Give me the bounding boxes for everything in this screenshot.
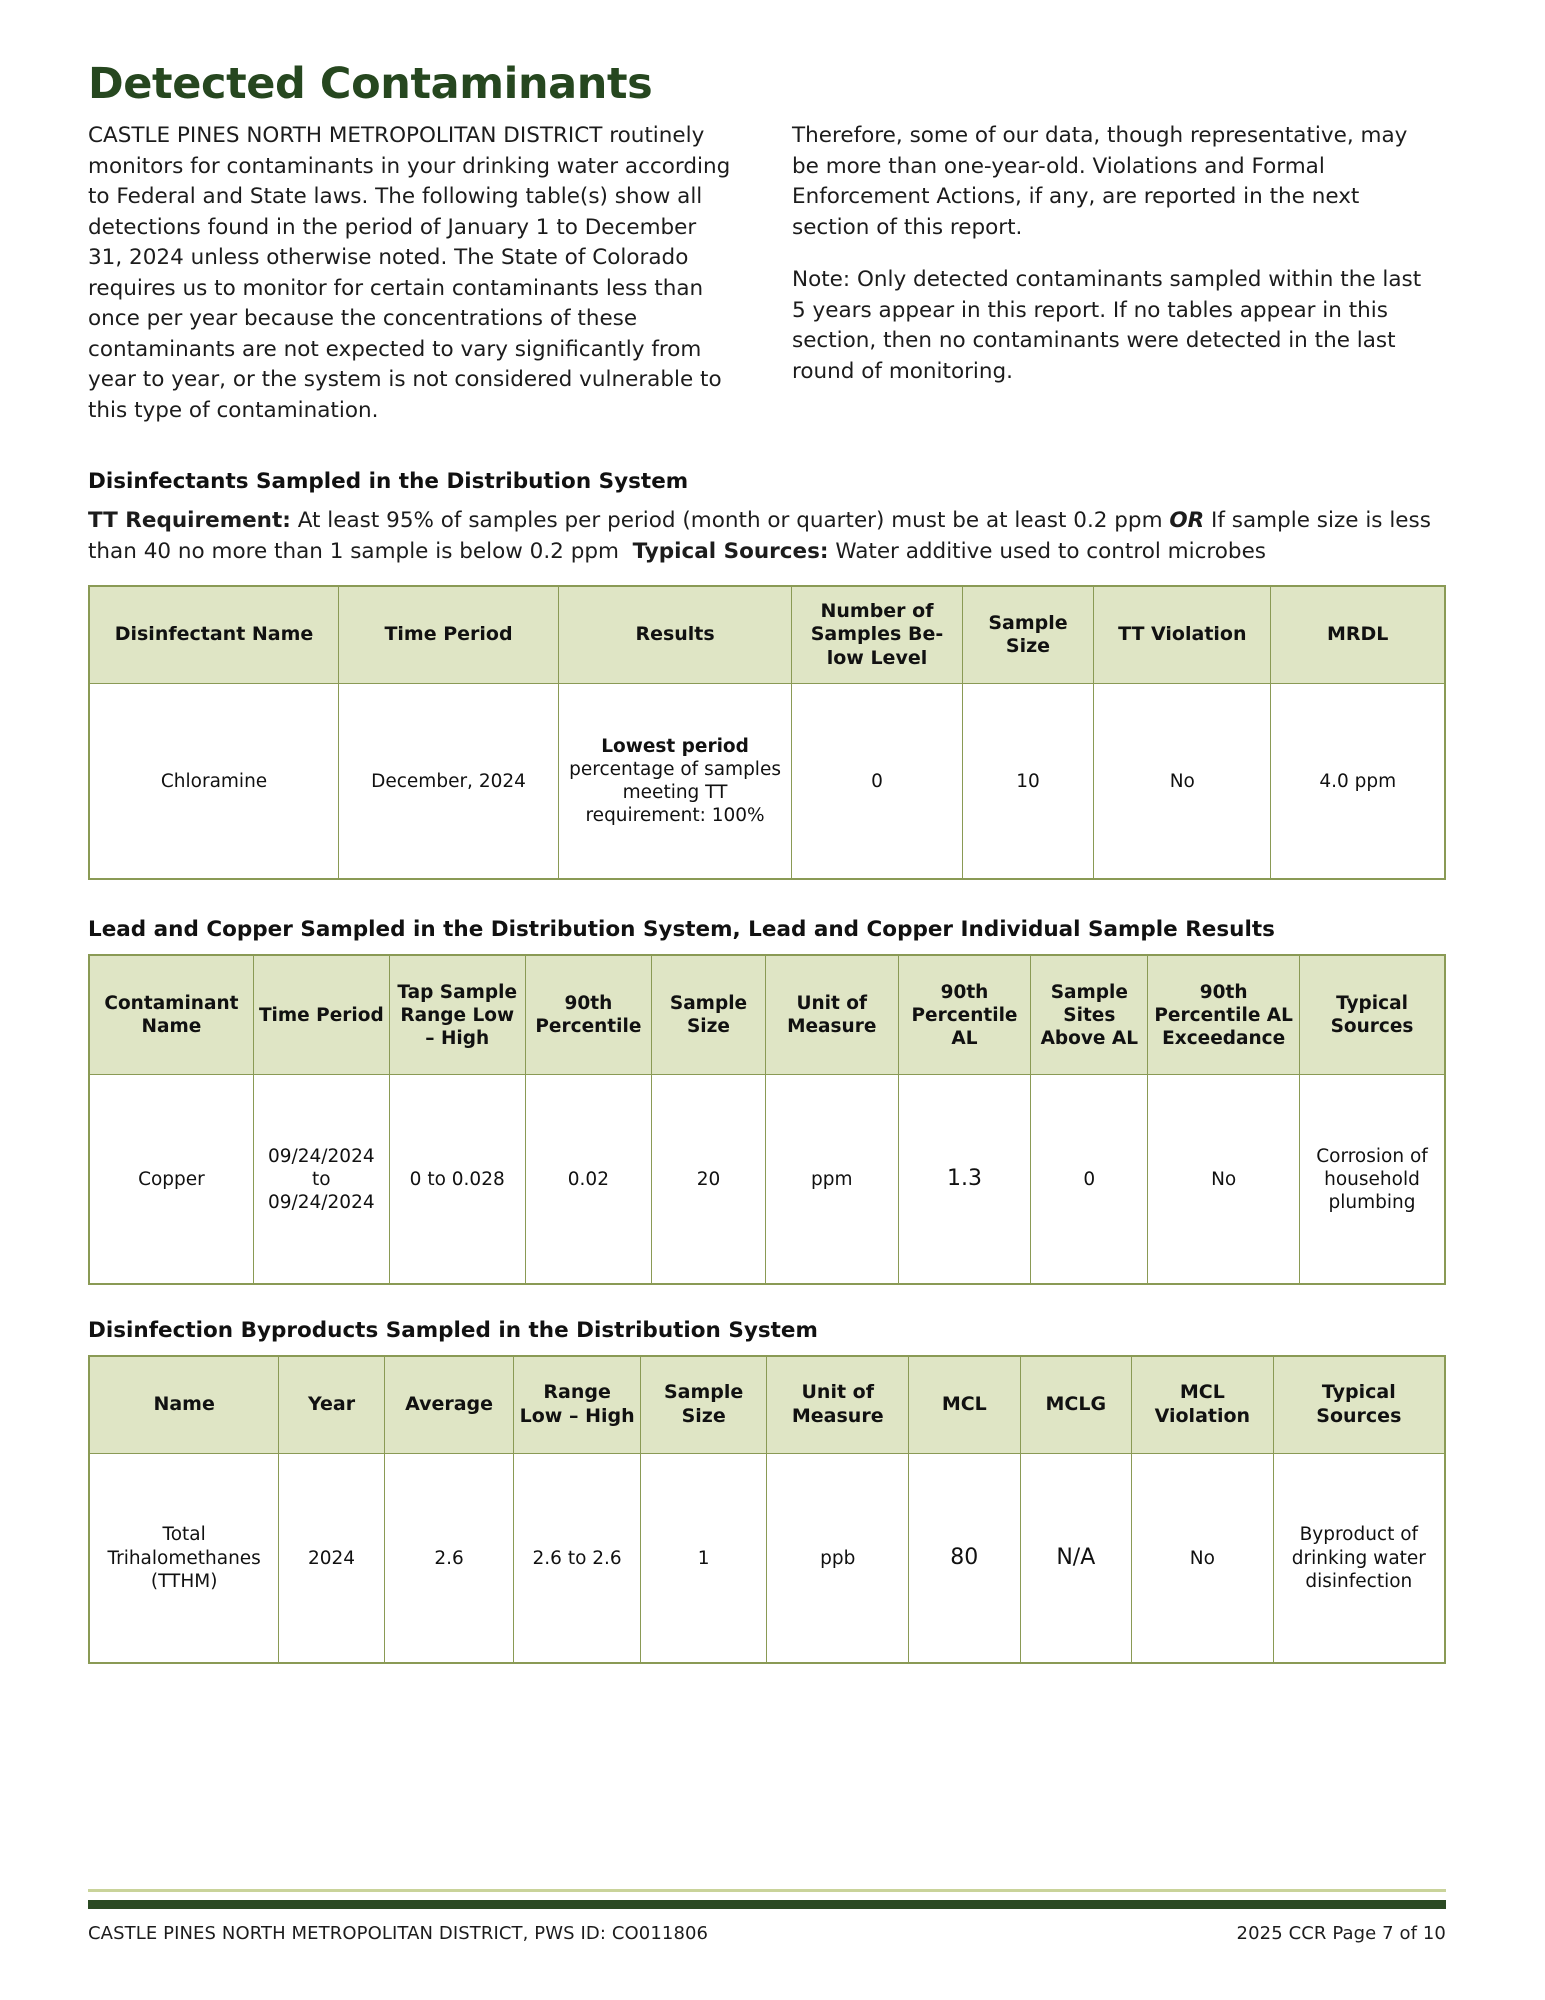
page-content xyxy=(88,59,1446,1664)
column-header-year: Year xyxy=(279,1356,384,1454)
disinfectants-table xyxy=(88,585,1446,880)
intro-paragraph-right-2: Note: Only detected contaminants sampled within the last 5 years appear in this report. If no tables appear in this section, then no contaminants were detected in the last round of monitoring. xyxy=(792,267,1422,384)
column-header-sample-sites-above-al: Sample Sites Above AL xyxy=(1031,955,1148,1075)
cell-unit-of-measure: ppm xyxy=(765,1075,898,1285)
column-header-name: Name xyxy=(89,1356,279,1454)
tt-requirement-label: TT Requirement: xyxy=(88,508,291,534)
intro-right-column xyxy=(792,121,1440,426)
cell-disinfectant-name: Chloramine xyxy=(89,684,339,880)
cell-90th-percentile: 0.02 xyxy=(525,1075,651,1285)
tt-requirement-text-1: At least 95% of samples per period (month or quarter) must be at least 0.2 ppm xyxy=(290,508,1170,534)
cell-results xyxy=(559,684,792,880)
page-footer xyxy=(88,1923,1446,1944)
column-header-typical-sources: Typical Sources xyxy=(1300,955,1445,1075)
typical-sources-label: Typical Sources: xyxy=(632,538,829,564)
cell-contaminant-name: Copper xyxy=(89,1075,253,1285)
intro-left-column xyxy=(88,121,736,426)
intro-columns xyxy=(88,121,1446,426)
column-header-range: Range Low – High xyxy=(514,1356,641,1454)
tt-requirement-text-2: If sample size is less than 40 no more than 1 sample is below 0.2 ppm xyxy=(88,508,1431,564)
column-header-mrdl: MRDL xyxy=(1271,586,1445,684)
column-header-mcl: MCL xyxy=(909,1356,1021,1454)
section-disinfectants xyxy=(88,468,1446,880)
cell-average: 2.6 xyxy=(384,1454,514,1664)
column-header-sample-size: Sample Size xyxy=(640,1356,767,1454)
table-header-row xyxy=(89,586,1445,684)
column-header-tap-sample-range: Tap Sample Range Low – High xyxy=(389,955,525,1075)
cell-mcl-violation: No xyxy=(1132,1454,1274,1664)
column-header-disinfectant-name: Disinfectant Name xyxy=(89,586,339,684)
cell-sample-size: 1 xyxy=(640,1454,767,1664)
typical-sources-text: Water additive used to control microbes xyxy=(828,538,1267,564)
footer-right-text: 2025 CCR Page 7 of 10 xyxy=(1236,1923,1446,1944)
column-header-unit-of-measure: Unit of Measure xyxy=(765,955,898,1075)
table-row xyxy=(89,1075,1445,1285)
disinfectants-note xyxy=(88,506,1446,567)
table-row xyxy=(89,684,1445,880)
cell-sample-size: 10 xyxy=(962,684,1093,880)
column-header-sample-size: Sample Size xyxy=(652,955,766,1075)
cell-range: 2.6 to 2.6 xyxy=(514,1454,641,1664)
column-header-average: Average xyxy=(384,1356,514,1454)
cell-time-period: December, 2024 xyxy=(339,684,559,880)
section-lead-copper xyxy=(88,916,1446,1285)
column-header-time-period: Time Period xyxy=(253,955,389,1075)
column-header-mclg: MCLG xyxy=(1020,1356,1132,1454)
cell-sample-sites-above-al: 0 xyxy=(1031,1075,1148,1285)
cell-mcl: 80 xyxy=(909,1454,1021,1664)
cell-tap-sample-range: 0 to 0.028 xyxy=(389,1075,525,1285)
lead-copper-table xyxy=(88,954,1446,1285)
page-title: Detected Contaminants xyxy=(88,59,653,109)
footer-left-text: CASTLE PINES NORTH METROPOLITAN DISTRICT, PWS ID: CO011806 xyxy=(88,1923,709,1944)
cell-typical-sources: Corrosion of household plumbing xyxy=(1300,1075,1445,1285)
column-header-unit-of-measure: Unit of Measure xyxy=(767,1356,909,1454)
column-header-90th-percentile-al: 90th Percentile AL xyxy=(898,955,1031,1075)
table-row xyxy=(89,1454,1445,1664)
footer-divider xyxy=(88,1889,1446,1909)
column-header-tt-violation: TT Violation xyxy=(1094,586,1271,684)
cell-results-bold: Lowest period xyxy=(601,736,749,758)
column-header-contaminant-name: Contaminant Name xyxy=(89,955,253,1075)
column-header-mcl-violation: MCL Violation xyxy=(1132,1356,1274,1454)
cell-mrdl: 4.0 ppm xyxy=(1271,684,1445,880)
cell-mclg: N/A xyxy=(1020,1454,1132,1664)
column-header-90th-percentile: 90th Percentile xyxy=(525,955,651,1075)
column-header-sample-size: Sample Size xyxy=(962,586,1093,684)
cell-typical-sources: Byproduct of drinking water disinfection xyxy=(1273,1454,1445,1664)
section-byproducts xyxy=(88,1317,1446,1664)
cell-samples-below-level: 0 xyxy=(792,684,963,880)
intro-paragraph-left: CASTLE PINES NORTH METROPOLITAN DISTRICT routinely monitors for contaminants in your drinking water according to Federal and State laws. The following table(s) show all detections found in the period of January 1 to December 31, 2024 unless otherwise noted. The State of Colorado requires us to monitor for certain contaminants less than once per year because the concentrations of these contaminants are not expected to vary significantly from year to year, or the system is not considered vulnerable to this type of contamination. xyxy=(88,123,731,423)
table-header-row xyxy=(89,1356,1445,1454)
column-header-time-period: Time Period xyxy=(339,586,559,684)
cell-results-rest: percentage of samples meeting TT requirement: 100% xyxy=(569,759,781,827)
byproducts-heading: Disinfection Byproducts Sampled in the Distribution System xyxy=(88,1318,818,1344)
tt-requirement-or: OR xyxy=(1169,508,1205,534)
footer-rule-dark xyxy=(88,1900,1446,1909)
column-header-samples-below-level: Number of Samples Be-low Level xyxy=(792,586,963,684)
footer-rule-light xyxy=(88,1889,1446,1892)
byproducts-table xyxy=(88,1355,1446,1664)
cell-90th-percentile-al: 1.3 xyxy=(898,1075,1031,1285)
cell-name: Total Trihalomethanes (TTHM) xyxy=(89,1454,279,1664)
cell-unit-of-measure: ppb xyxy=(767,1454,909,1664)
intro-paragraph-right-1: Therefore, some of our data, though representative, may be more than one-year-old. Violations and Formal Enforcement Actions, if any, are reported in the next section of this report. xyxy=(792,123,1408,240)
table-header-row xyxy=(89,955,1445,1075)
cell-sample-size: 20 xyxy=(652,1075,766,1285)
column-header-typical-sources: Typical Sources xyxy=(1273,1356,1445,1454)
cell-tt-violation: No xyxy=(1094,684,1271,880)
cell-90th-percentile-al-exceedance: No xyxy=(1148,1075,1300,1285)
cell-time-period: 09/24/2024 to 09/24/2024 xyxy=(253,1075,389,1285)
disinfectants-heading: Disinfectants Sampled in the Distribution System xyxy=(88,469,689,495)
cell-year: 2024 xyxy=(279,1454,384,1664)
column-header-90th-percentile-al-exceedance: 90th Percentile AL Exceedance xyxy=(1148,955,1300,1075)
lead-copper-heading: Lead and Copper Sampled in the Distribution System, Lead and Copper Individual Sample Results xyxy=(88,917,1275,943)
column-header-results: Results xyxy=(559,586,792,684)
